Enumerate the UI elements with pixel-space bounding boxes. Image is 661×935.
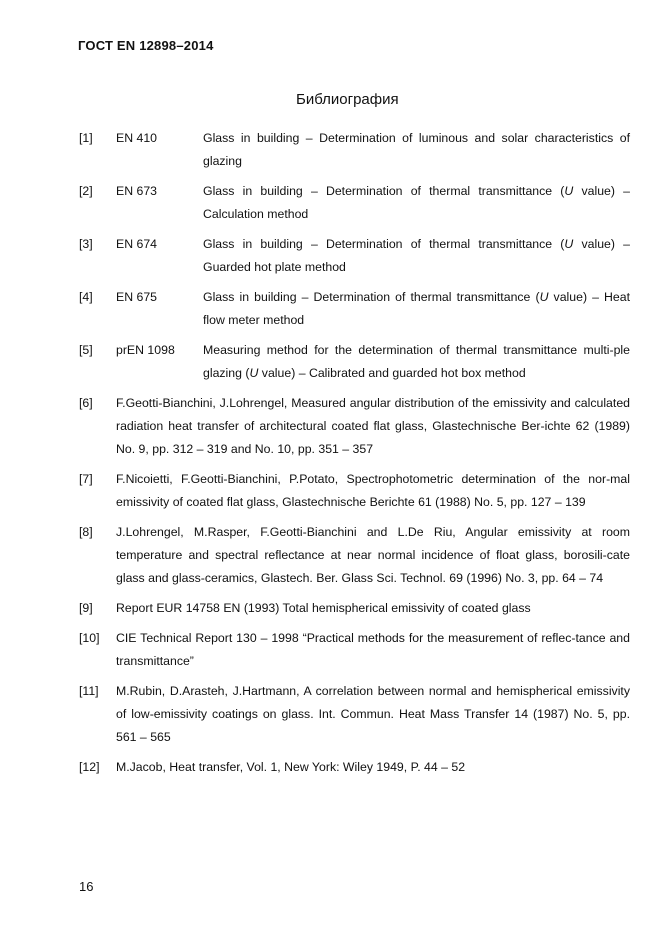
bibliography-entry [79,233,630,279]
bibliography-list [79,127,630,786]
bibliography-entry [79,339,630,385]
entry-number: [7] [79,472,93,486]
standard-code: EN 675 [116,290,158,304]
entry-number: [12] [79,760,100,774]
entry-number: [6] [79,396,93,410]
entry-description: Glass in building – Determination of thermal transmittance (U value) – Heat flow meter method [203,290,631,327]
bibliography-entry [79,392,630,461]
entry-number: [9] [79,601,93,615]
entry-description: Measuring method for the determination of thermal transmittance multi-ple glazing (U value) – Calibrated and guarded hot box method [203,343,630,380]
entry-text: F.Nicoietti, F.Geotti-Bianchini, P.Potato, Spectrophotometric determination of the nor-mal emissivity of coated flat glass, Glastechnische Berichte 61 (1988) No. 5, pp. 127 – 139 [116,472,630,509]
entry-number: [10] [79,631,100,645]
entry-number: [5] [79,343,93,357]
standard-code: EN 673 [116,184,158,198]
standard-code: prEN 1098 [116,343,175,357]
entry-text: Report EUR 14758 EN (1993) Total hemispherical emissivity of coated glass [116,601,531,615]
standard-code: EN 410 [116,131,158,145]
bibliography-entry [79,468,630,514]
bibliography-entry [79,597,630,620]
entry-text: M.Jacob, Heat transfer, Vol. 1, New York: Wiley 1949, P. 44 – 52 [116,760,466,774]
bibliography-entry [79,286,630,332]
entry-description: Glass in building – Determination of luminous and solar characteristics of glazing [203,131,630,168]
entry-description: Glass in building – Determination of thermal transmittance (U value) – Calculation method [203,184,630,221]
bibliography-entry [79,521,630,590]
entry-number: [4] [79,290,93,304]
document-code: ГОСТ EN 12898–2014 [78,38,214,53]
entry-text: J.Lohrengel, M.Rasper, F.Geotti-Bianchini and L.De Riu, Angular emissivity at room temperature and spectral reflectance at near normal incidence of float glass, borosili-cate glass and glass-ceramics, Glastech. Ber. Glass Sci. Technol. 69 (1996) No. 3, pp. 64 – 74 [116,525,630,585]
entry-text: F.Geotti-Bianchini, J.Lohrengel, Measured angular distribution of the emissivity and calculated radiation heat transfer of architectural coated flat glass, Glastechnische Ber-ichte 62 (1989) No. 9, pp. 312 – 319 and No. 10, pp. 351 – 357 [116,396,630,456]
entry-text: M.Rubin, D.Arasteh, J.Hartmann, A correlation between normal and hemispherical emissivity of low-emissivity coatings on glass. Int. Commun. Heat Mass Transfer 14 (1987) No. 5, pp. 561 – 565 [116,684,630,744]
page-number: 16 [79,879,94,894]
entry-number: [11] [79,684,99,698]
bibliography-entry [79,627,630,673]
entry-number: [1] [79,131,93,145]
entry-number: [3] [79,237,93,251]
bibliography-entry [79,680,630,749]
standard-code: EN 674 [116,237,158,251]
entry-description: Glass in building – Determination of thermal transmittance (U value) – Guarded hot plate method [203,237,630,274]
bibliography-entry [79,127,630,173]
entry-number: [2] [79,184,93,198]
entry-number: [8] [79,525,93,539]
entry-text: CIE Technical Report 130 – 1998 “Practical methods for the measurement of reflec-tance and transmittance” [116,631,630,668]
bibliography-entry [79,756,630,779]
bibliography-entry [79,180,630,226]
page-title: Библиография [296,91,399,108]
